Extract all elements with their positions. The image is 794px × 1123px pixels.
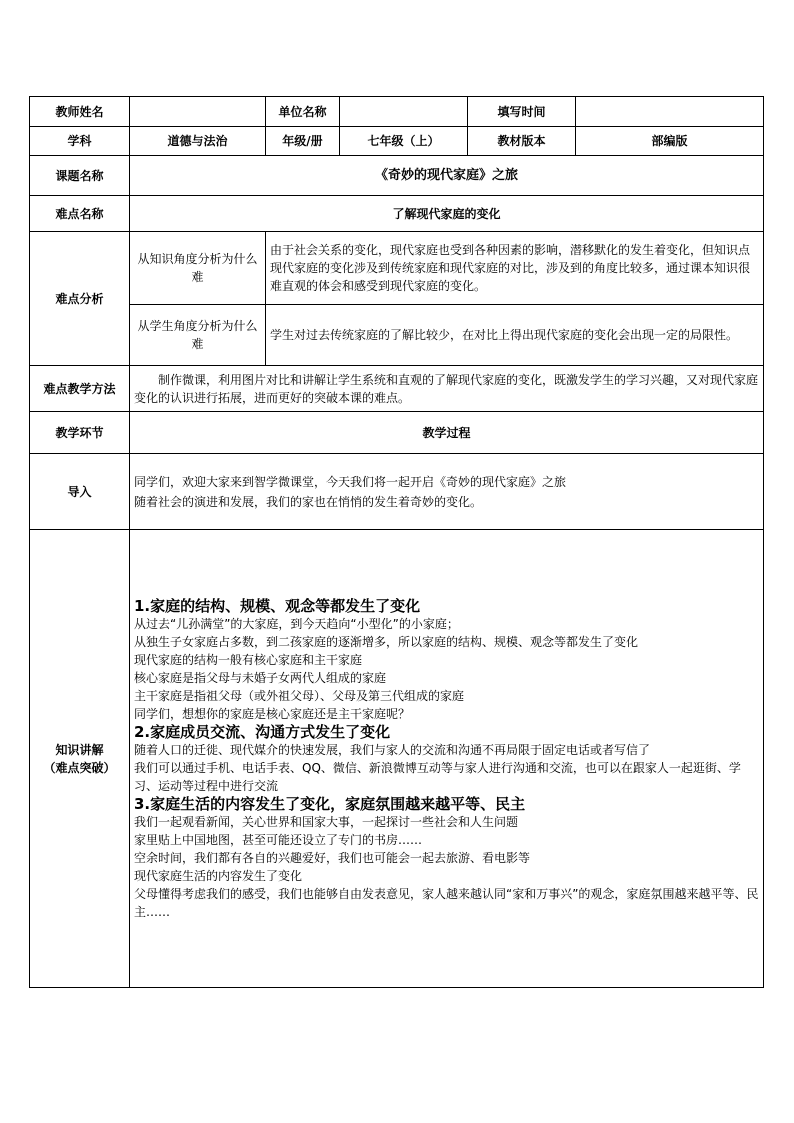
section-heading-1: 1.家庭的结构、规模、观念等都发生了变化 [134, 596, 421, 615]
knowledge-line: 从过去“儿孙满堂”的大家庭，到今天趋向“小型化”的小家庭； [134, 616, 459, 631]
knowledge-line: 空余时间，我们都有各自的兴趣爱好，我们也可能会一起去旅游、看电影等 [134, 850, 531, 865]
method-label: 难点教学方法 [30, 366, 130, 412]
knowledge-line: 核心家庭是指父母与未婚子女两代人组成的家庭 [134, 670, 387, 685]
topic-title: 《奇妙的现代家庭》之旅 [130, 156, 764, 196]
intro-row [30, 454, 764, 530]
intro-line-1: 同学们，欢迎大家来到智学微课堂，今天我们将一起开启《奇妙的现代家庭》之旅 [134, 474, 567, 489]
edition-label: 教材版本 [468, 127, 576, 156]
method-row [30, 366, 764, 412]
knowledge-line: 主干家庭是指祖父母（或外祖父母）、父母及第三代组成的家庭 [134, 688, 465, 703]
section-heading-3: 3.家庭生活的内容发生了变化，家庭氛围越来越平等、民主 [134, 794, 526, 813]
unit-value [340, 97, 468, 127]
knowledge-line: 我们一起观看新闻，关心世界和国家大事，一起探讨一些社会和人生问题 [134, 814, 519, 829]
difficulty-row [30, 196, 764, 232]
unit-label: 单位名称 [266, 97, 340, 127]
knowledge-line: 现代家庭生活的内容发生了变化 [134, 868, 303, 883]
difficulty-title: 了解现代家庭的变化 [130, 196, 764, 232]
teacher-label: 教师姓名 [30, 97, 130, 127]
knowledge-line: 父母懂得考虑我们的感受，我们也能够自由发表意见，家人越来越认同“家和万事兴”的观念，家庭氛围越来越平等、民主…… [134, 886, 759, 919]
edition-value: 部编版 [576, 127, 764, 156]
analysis-row-student [30, 305, 764, 366]
knowledge-row [30, 530, 764, 988]
header-row-1 [30, 97, 764, 127]
grade-label: 年级/册 [266, 127, 340, 156]
knowledge-content [130, 530, 764, 988]
intro-label: 导入 [30, 454, 130, 530]
stage-header: 教学环节 [30, 412, 130, 454]
analysis-label: 难点分析 [30, 232, 130, 366]
date-label: 填写时间 [468, 97, 576, 127]
subject-value: 道德与法治 [130, 127, 266, 156]
intro-content [130, 454, 764, 530]
knowledge-label-sub: （难点突破） [43, 760, 116, 775]
knowledge-line: 我们可以通过手机、电话手表、QQ、微信、新浪微博互动等与家人进行沟通和交流，也可以在跟家人一起逛街、学习、运动等过程中进行交流 [134, 760, 741, 793]
method-text: 制作微课，利用图片对比和讲解让学生系统和直观的了解现代家庭的变化，既激发学生的学习兴趣，又对现代家庭变化的认识进行拓展，进而更好的突破本课的难点。 [130, 366, 764, 412]
knowledge-line: 家里贴上中国地图，甚至可能还设立了专门的书房…… [134, 832, 423, 847]
topic-label: 课题名称 [30, 156, 130, 196]
topic-row [30, 156, 764, 196]
lesson-plan-table [29, 96, 764, 988]
analysis-student-text: 学生对过去传统家庭的了解比较少，在对比上得出现代家庭的变化会出现一定的局限性。 [266, 305, 764, 366]
analysis-knowledge-label: 从知识角度分析为什么难 [130, 232, 266, 305]
process-header-row [30, 412, 764, 454]
process-header: 教学过程 [130, 412, 764, 454]
analysis-student-label: 从学生角度分析为什么难 [130, 305, 266, 366]
subject-label: 学科 [30, 127, 130, 156]
knowledge-label [30, 530, 130, 988]
teacher-value [130, 97, 266, 127]
analysis-knowledge-text: 由于社会关系的变化，现代家庭也受到各种因素的影响，潜移默化的发生着变化，但知识点现代家庭的变化涉及到传统家庭和现代家庭的对比，涉及到的角度比较多，通过课本知识很难直观的体会和感受到现代家庭的变化。 [266, 232, 764, 305]
header-row-2 [30, 127, 764, 156]
knowledge-line: 同学们，想想你的家庭是核心家庭还是主干家庭呢？ [134, 706, 411, 721]
analysis-row-knowledge [30, 232, 764, 305]
knowledge-line: 随着人口的迁徙、现代媒介的快速发展，我们与家人的交流和沟通不再局限于固定电话或者写信了 [134, 742, 651, 757]
section-heading-2: 2.家庭成员交流、沟通方式发生了变化 [134, 722, 391, 741]
intro-line-2: 随着社会的演进和发展，我们的家也在悄悄的发生着奇妙的变化。 [134, 494, 483, 509]
difficulty-label: 难点名称 [30, 196, 130, 232]
knowledge-line: 从独生子女家庭占多数，到二孩家庭的逐渐增多，所以家庭的结构、规模、观念等都发生了变化 [134, 634, 639, 649]
knowledge-line: 现代家庭的结构一般有核心家庭和主干家庭 [134, 652, 363, 667]
grade-value: 七年级（上） [340, 127, 468, 156]
knowledge-label-main: 知识讲解 [55, 742, 104, 757]
date-value [576, 97, 764, 127]
